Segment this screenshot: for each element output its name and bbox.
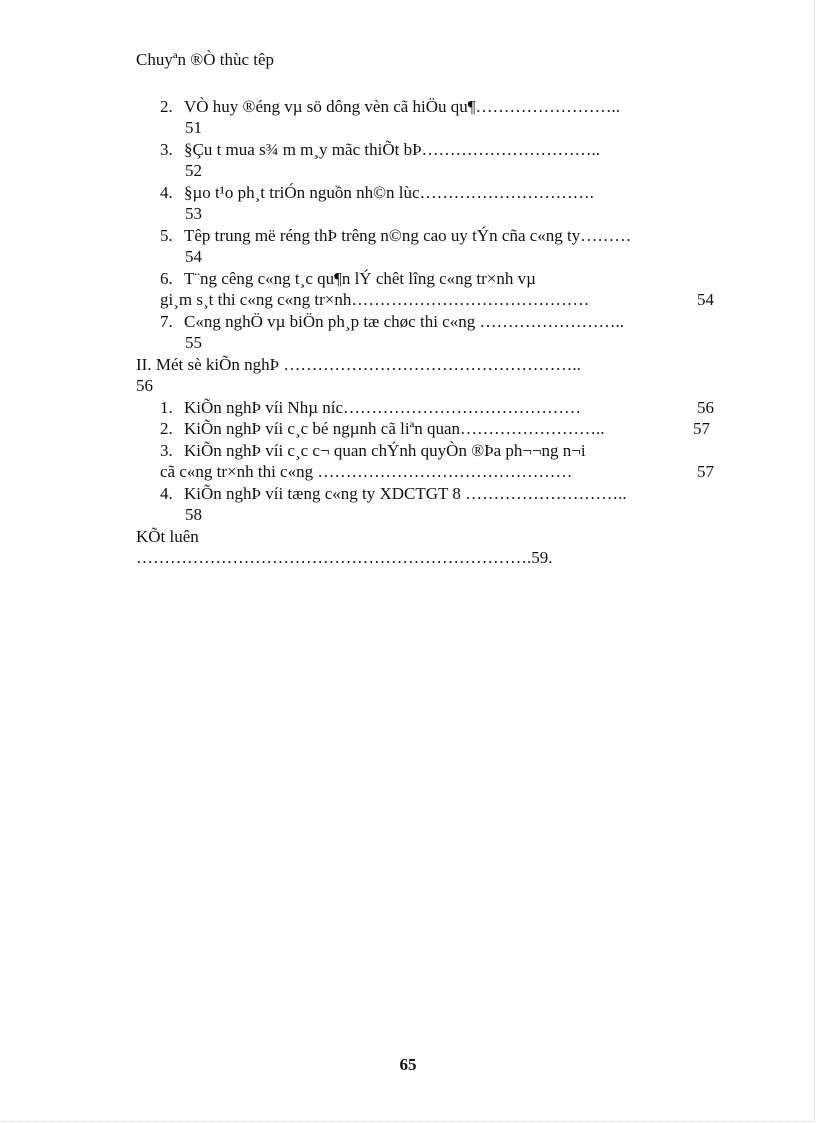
toc-entry-5 (160, 226, 631, 246)
toc-entry-number: 2. (160, 97, 173, 116)
toc-entry-page: 58 (185, 505, 202, 524)
toc-entry-number: 3. (160, 441, 173, 460)
toc-entry-page: 56 (697, 398, 714, 417)
toc-entry-6-continued: gi¸m s¸t thi c«ng c«ng tr×nh…………………………………… (160, 290, 590, 309)
toc-entry-3 (160, 140, 600, 160)
toc-entry-6 (160, 269, 536, 289)
toc-entry-page: 55 (185, 333, 202, 352)
toc-entry-page: 57 (693, 419, 710, 438)
toc-entry-text: C«ng nghÖ vµ biÖn ph¸p tæ chøc thi c«ng …………………….. (184, 312, 624, 331)
toc-entry-number: 4. (160, 484, 173, 503)
toc-entry-text: KiÕn nghÞ víi tæng c«ng ty XDCTGT 8 ……………………….. (184, 484, 627, 503)
toc-recommendation-4 (160, 484, 627, 504)
toc-entry-4 (160, 183, 594, 203)
toc-entry-text: T¨ng cêng c«ng t¸c qu¶n lÝ chêt lîng c«ng tr×nh vµ (184, 269, 536, 288)
toc-entry-page: 56 (136, 376, 153, 395)
toc-entry-2 (160, 97, 620, 117)
toc-section-heading: II. Mét sè kiÕn nghÞ …………………………………………….. (136, 355, 581, 374)
toc-entry-text: KiÕn nghÞ víi Nhµ níc…………………………………… (184, 398, 582, 417)
toc-entry-number: 5. (160, 226, 173, 245)
toc-entry-number: 7. (160, 312, 173, 331)
toc-conclusion-line: …………………………………………………………….59. (136, 548, 553, 567)
toc-entry-text: KiÕn nghÞ víi c¸c c¬ quan chÝnh quyÒn ®Þa ph¬¬ng n¬i (184, 441, 586, 460)
toc-entry-number: 1. (160, 398, 173, 417)
toc-entry-text: Têp trung më réng thÞ trêng n©ng cao uy tÝn cña c«ng ty……… (184, 226, 632, 245)
toc-entry-page: 51 (185, 118, 202, 137)
toc-entry-page: 52 (185, 161, 202, 180)
toc-entry-text: §Çu t mua s¾ m m¸y mãc thiÕt bÞ………………………….. (184, 140, 601, 159)
toc-entry-number: 3. (160, 140, 173, 159)
toc-entry-number: 4. (160, 183, 173, 202)
toc-recommendation-3 (160, 441, 586, 461)
toc-entry-page: 57 (697, 462, 714, 481)
toc-entry-number: 6. (160, 269, 173, 288)
toc-entry-number: 2. (160, 419, 173, 438)
toc-entry-text: §µo t¹o ph¸t triÓn nguồn nh©n lùc…………………………. (184, 183, 594, 202)
toc-recommendation-1 (160, 398, 581, 418)
toc-entry-page: 53 (185, 204, 202, 223)
toc-entry-page: 54 (185, 247, 202, 266)
toc-entry-text: VÒ huy ®éng vµ sö dông vèn cã hiÖu qu¶…………………….. (184, 97, 621, 116)
page-number: 65 (399, 1055, 417, 1074)
toc-conclusion-heading: KÕt luên (136, 527, 199, 546)
toc-recommendation-3-continued: cã c«ng tr×nh thi c«ng ……………………………………… (160, 462, 573, 481)
toc-recommendation-2 (160, 419, 605, 439)
page-header: Chuyªn ®Ò thùc têp (136, 50, 275, 69)
toc-entry-text: KiÕn nghÞ víi c¸c bé ngµnh cã liªn quan…………………….. (184, 419, 605, 438)
toc-entry-page: 54 (697, 290, 714, 309)
toc-entry-7 (160, 312, 624, 332)
